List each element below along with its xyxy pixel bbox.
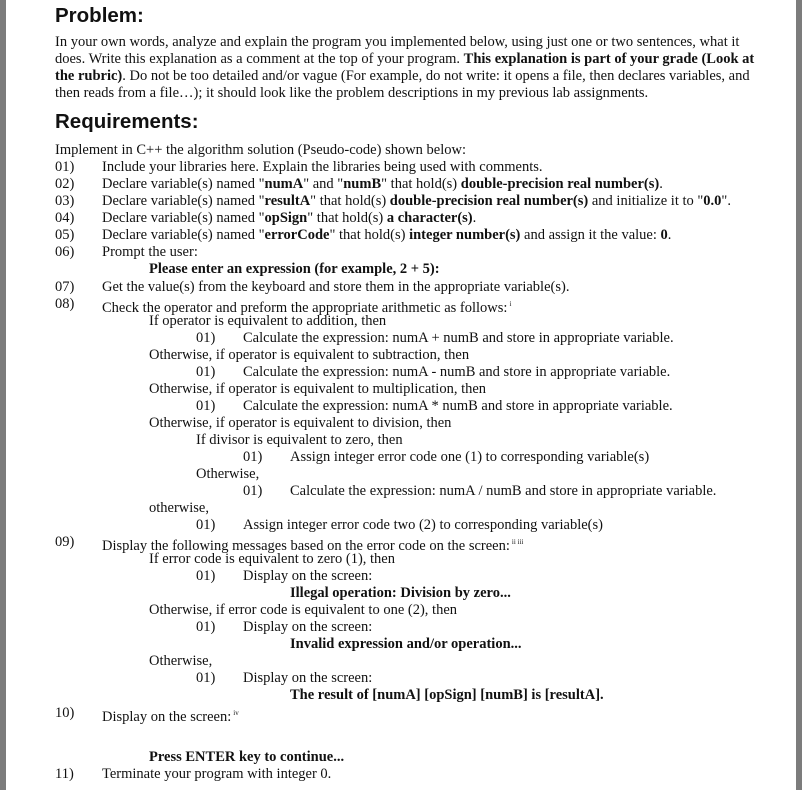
- substep-addition: Calculate the expression: numA + numB and store in appropriate variable.: [243, 330, 674, 346]
- condition-error-one: If error code is equivalent to zero (1), then: [149, 551, 395, 567]
- requirements-lead: Implement in C++ the algorithm solution (Pseudo-code) shown below:: [55, 142, 467, 158]
- substep-number: 01): [196, 517, 216, 533]
- step-number: 05): [55, 227, 75, 243]
- problem-intro-bold: This explanation is part of your grade (Look at the rubric): [55, 51, 755, 84]
- step-number: 08): [55, 296, 75, 312]
- step-number: 09): [55, 534, 75, 550]
- substep-number: 01): [196, 398, 216, 414]
- substep-number: 01): [243, 449, 263, 465]
- requirements-heading: Requirements:: [55, 110, 199, 133]
- substep-number: 01): [196, 619, 216, 635]
- problem-heading: Problem:: [55, 4, 144, 27]
- footnote-marker: ii iii: [511, 538, 524, 546]
- step-06-text: Prompt the user:: [102, 244, 198, 260]
- condition-otherwise: otherwise,: [149, 500, 209, 516]
- step-number: 10): [55, 705, 75, 721]
- step-02-text: Declare variable(s) named "numA" and "numB" that hold(s) double-precision real number(s).: [102, 176, 663, 192]
- condition-divisor-zero: If divisor is equivalent to zero, then: [196, 432, 403, 448]
- step-number: 07): [55, 279, 75, 295]
- substep-division: Calculate the expression: numA / numB and store in appropriate variable.: [290, 483, 717, 499]
- substep-subtraction: Calculate the expression: numA - numB and store in appropriate variable.: [243, 364, 671, 380]
- step-08-text: Check the operator and preform the appropriate arithmetic as follows: $^i$: [102, 300, 512, 316]
- substep-error-two: Assign integer error code two (2) to corresponding variable(s): [243, 517, 603, 533]
- step-number: 02): [55, 176, 75, 192]
- condition-division: Otherwise, if operator is equivalent to division, then: [149, 415, 452, 431]
- step-03-text: Declare variable(s) named "resultA" that hold(s) double-precision real number(s) and initialize it to "0.0".: [102, 193, 731, 209]
- substep-multiplication: Calculate the expression: numA * numB and store in appropriate variable.: [243, 398, 673, 414]
- step-number: 03): [55, 193, 75, 209]
- substep-error-one: Assign integer error code one (1) to corresponding variable(s): [290, 449, 650, 465]
- problem-intro: In your own words, analyze and explain the program you implemented below, using just one or two sentences, what it does. Write this explanation as a comment at the top of your program. This explanation is part of your grade (Look at the rubric). Do not be too detailed and/or vague (For example, do not write: it opens a file, then declares variables, and then reads from a file…); it should look like the problem descriptions in my previous lab assignments.: [55, 34, 755, 101]
- substep-number: 01): [243, 483, 263, 499]
- substep-display: Display on the screen:: [243, 670, 373, 686]
- condition-addition: If operator is equivalent to addition, then: [149, 313, 387, 329]
- substep-display: Display on the screen:: [243, 568, 373, 584]
- right-page-edge: [796, 0, 802, 790]
- document-page: [55, 0, 755, 790]
- message-press-enter: Press ENTER key to continue...: [149, 749, 345, 765]
- step-11-text: Terminate your program with integer 0.: [102, 766, 332, 782]
- step-10-text: Display on the screen: $^{iv}$: [102, 709, 239, 725]
- step-number: 11): [55, 766, 74, 782]
- step-number: 01): [55, 159, 75, 175]
- condition-multiplication: Otherwise, if operator is equivalent to multiplication, then: [149, 381, 487, 397]
- message-division-by-zero: Illegal operation: Division by zero...: [290, 585, 511, 601]
- condition-subtraction: Otherwise, if operator is equivalent to subtraction, then: [149, 347, 470, 363]
- step-number: 04): [55, 210, 75, 226]
- step-04-text: Declare variable(s) named "opSign" that hold(s) a character(s).: [102, 210, 477, 226]
- message-invalid-expression: Invalid expression and/or operation...: [290, 636, 522, 652]
- step-05-text: Declare variable(s) named "errorCode" that hold(s) integer number(s) and assign it the value: 0.: [102, 227, 672, 243]
- step-09-text: Display the following messages based on the error code on the screen: $^{ii iii}$: [102, 538, 524, 554]
- condition-otherwise: Otherwise,: [149, 653, 213, 669]
- substep-number: 01): [196, 330, 216, 346]
- condition-error-two: Otherwise, if error code is equivalent to one (2), then: [149, 602, 458, 618]
- message-result: The result of [numA] [opSign] [numB] is [resultA].: [290, 687, 604, 703]
- prompt-message: Please enter an expression (for example, 2 + 5):: [149, 261, 440, 277]
- left-page-edge: [0, 0, 6, 790]
- footnote-marker: i: [509, 300, 512, 308]
- step-01-text: Include your libraries here. Explain the libraries being used with comments.: [102, 159, 543, 175]
- step-07-text: Get the value(s) from the keyboard and store them in the appropriate variable(s).: [102, 279, 570, 295]
- step-number: 06): [55, 244, 75, 260]
- substep-number: 01): [196, 670, 216, 686]
- substep-display: Display on the screen:: [243, 619, 373, 635]
- condition-otherwise: Otherwise,: [196, 466, 260, 482]
- substep-number: 01): [196, 364, 216, 380]
- substep-number: 01): [196, 568, 216, 584]
- footnote-marker: iv: [233, 709, 239, 717]
